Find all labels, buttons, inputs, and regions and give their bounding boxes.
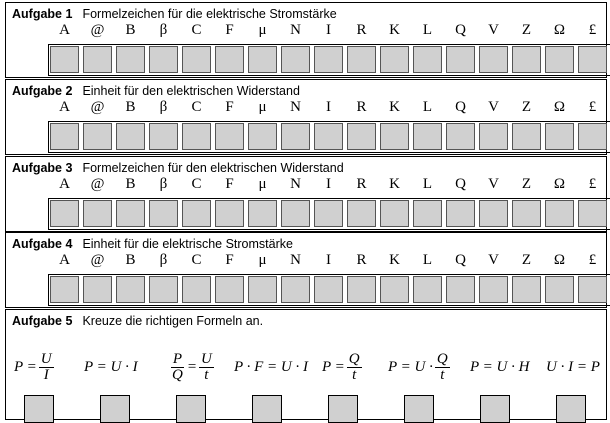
letter-option: μ xyxy=(258,22,267,38)
answer-box[interactable] xyxy=(512,276,541,303)
answer-box[interactable] xyxy=(215,46,244,73)
answer-box[interactable] xyxy=(149,46,178,73)
answer-box[interactable] xyxy=(83,200,112,227)
letter-option: A xyxy=(59,99,70,115)
letter-option: Z xyxy=(521,252,532,268)
answer-box[interactable] xyxy=(413,123,442,150)
letter-option: B xyxy=(125,252,136,268)
answer-box[interactable] xyxy=(512,46,541,73)
answer-box[interactable] xyxy=(380,123,409,150)
answer-box[interactable] xyxy=(149,200,178,227)
letter-option: β xyxy=(159,252,168,268)
fraction xyxy=(39,352,54,383)
answer-box[interactable] xyxy=(182,123,211,150)
letter-option: R xyxy=(356,176,367,192)
letter-option: @ xyxy=(90,22,105,38)
formula-checkbox[interactable] xyxy=(100,395,130,423)
letter-option: μ xyxy=(258,252,267,268)
answer-box[interactable] xyxy=(446,46,475,73)
answer-box[interactable] xyxy=(347,123,376,150)
letter-option: F xyxy=(225,22,234,38)
letter-option: β xyxy=(159,22,168,38)
answer-box[interactable] xyxy=(314,123,343,150)
answer-boxes xyxy=(48,121,610,153)
task-number: Aufgabe 2 xyxy=(12,84,73,98)
fraction xyxy=(199,352,214,383)
formula-option xyxy=(470,345,529,389)
letter-option: B xyxy=(125,99,136,115)
numerator: Q xyxy=(348,350,360,367)
letter-option: R xyxy=(356,252,367,268)
letter-option: R xyxy=(356,99,367,115)
formula-option xyxy=(168,345,216,389)
letter-option: I xyxy=(326,22,331,38)
answer-box[interactable] xyxy=(182,46,211,73)
letter-option: μ xyxy=(258,99,267,115)
answer-box[interactable] xyxy=(380,46,409,73)
formula-option xyxy=(388,345,452,389)
formula-text: P = U · xyxy=(388,358,433,375)
task-3-heading xyxy=(12,161,344,175)
letter-option: B xyxy=(125,176,136,192)
answer-box[interactable] xyxy=(83,276,112,303)
letter-option: L xyxy=(422,176,433,192)
letter-option: R xyxy=(356,22,367,38)
answer-box[interactable] xyxy=(182,276,211,303)
answer-box[interactable] xyxy=(83,46,112,73)
letter-option: V xyxy=(488,252,499,268)
answer-box[interactable] xyxy=(182,200,211,227)
answer-box[interactable] xyxy=(479,200,508,227)
denominator: I xyxy=(43,366,49,383)
letter-option: N xyxy=(290,176,301,192)
formula-option xyxy=(234,345,308,389)
letter-option: β xyxy=(159,176,168,192)
answer-box[interactable] xyxy=(281,46,310,73)
answer-boxes xyxy=(48,274,610,306)
denominator: t xyxy=(352,366,357,383)
task-description: Kreuze die richtigen Formeln an. xyxy=(82,314,264,328)
formula-checkbox[interactable] xyxy=(176,395,206,423)
answer-box[interactable] xyxy=(314,276,343,303)
letter-option: Q xyxy=(455,22,466,38)
denominator: t xyxy=(204,366,209,383)
fraction xyxy=(435,352,450,383)
answer-box[interactable] xyxy=(545,276,574,303)
denominator: t xyxy=(440,366,445,383)
letter-option: A xyxy=(59,252,70,268)
answer-box[interactable] xyxy=(215,276,244,303)
answer-box[interactable] xyxy=(314,46,343,73)
answer-box[interactable] xyxy=(50,200,79,227)
task-4-heading xyxy=(12,237,293,251)
answer-boxes xyxy=(48,198,610,230)
answer-box[interactable] xyxy=(116,123,145,150)
fraction xyxy=(347,352,362,383)
answer-box[interactable] xyxy=(479,123,508,150)
task-description: Formelzeichen für den elektrischen Widerstand xyxy=(82,161,344,175)
letter-option: £ xyxy=(588,99,597,115)
letter-option: Ω xyxy=(553,22,566,38)
answer-box[interactable] xyxy=(116,200,145,227)
letter-option: C xyxy=(191,99,202,115)
answer-box[interactable] xyxy=(545,46,574,73)
answer-box[interactable] xyxy=(446,276,475,303)
answer-box[interactable] xyxy=(248,46,277,73)
fraction xyxy=(170,352,185,383)
answer-box[interactable] xyxy=(578,200,607,227)
answer-box[interactable] xyxy=(314,200,343,227)
letter-option: Z xyxy=(521,99,532,115)
answer-box[interactable] xyxy=(446,123,475,150)
numerator: U xyxy=(40,350,52,367)
task-1-heading xyxy=(12,7,337,21)
letter-option: K xyxy=(389,252,400,268)
formula-text: P = xyxy=(14,358,37,375)
formula-checkbox[interactable] xyxy=(480,395,510,423)
task-5 xyxy=(5,309,607,420)
answer-box[interactable] xyxy=(83,123,112,150)
letter-option: @ xyxy=(90,99,105,115)
formula-checkbox[interactable] xyxy=(24,395,54,423)
answer-box[interactable] xyxy=(380,276,409,303)
letter-option: C xyxy=(191,252,202,268)
answer-box[interactable] xyxy=(578,276,607,303)
answer-box[interactable] xyxy=(545,200,574,227)
answer-box[interactable] xyxy=(347,46,376,73)
answer-box[interactable] xyxy=(347,276,376,303)
letter-option: Q xyxy=(455,176,466,192)
answer-box[interactable] xyxy=(578,123,607,150)
task-1 xyxy=(5,2,607,78)
answer-box[interactable] xyxy=(413,200,442,227)
answer-box[interactable] xyxy=(413,276,442,303)
numerator: P xyxy=(172,350,182,367)
letter-option: C xyxy=(191,22,202,38)
answer-box[interactable] xyxy=(413,46,442,73)
formula-text: P · F = U · I xyxy=(234,358,309,375)
task-2-heading xyxy=(12,84,300,98)
answer-box[interactable] xyxy=(215,123,244,150)
letter-option: μ xyxy=(258,176,267,192)
answer-box[interactable] xyxy=(248,200,277,227)
task-description: Einheit für den elektrischen Widerstand xyxy=(82,84,300,98)
letter-option: Ω xyxy=(553,176,566,192)
answer-box[interactable] xyxy=(281,276,310,303)
answer-box[interactable] xyxy=(149,276,178,303)
answer-box[interactable] xyxy=(512,200,541,227)
letter-option: N xyxy=(290,252,301,268)
letter-option: L xyxy=(422,252,433,268)
letter-option: @ xyxy=(90,176,105,192)
formula-checkbox[interactable] xyxy=(556,395,586,423)
letter-option: I xyxy=(326,99,331,115)
letter-option: L xyxy=(422,22,433,38)
letter-option: Z xyxy=(521,22,532,38)
formula-option xyxy=(322,345,364,389)
formula-text: P = U · I xyxy=(84,358,138,375)
letter-option: N xyxy=(290,22,301,38)
answer-boxes xyxy=(48,44,610,76)
answer-box[interactable] xyxy=(380,200,409,227)
answer-box[interactable] xyxy=(248,123,277,150)
letter-option: K xyxy=(389,176,400,192)
formula-text: P = U · H xyxy=(470,358,530,375)
letter-option: A xyxy=(59,22,70,38)
answer-box[interactable] xyxy=(479,276,508,303)
letter-option: F xyxy=(225,99,234,115)
answer-box[interactable] xyxy=(347,200,376,227)
answer-box[interactable] xyxy=(50,46,79,73)
letter-option: B xyxy=(125,22,136,38)
letter-option: C xyxy=(191,176,202,192)
formula-option xyxy=(84,345,138,389)
formula-text: U · I = P xyxy=(546,358,600,375)
letter-option: Q xyxy=(455,252,466,268)
task-4 xyxy=(5,232,607,308)
letter-option: N xyxy=(290,99,301,115)
answer-box[interactable] xyxy=(149,123,178,150)
answer-box[interactable] xyxy=(116,46,145,73)
letter-option: F xyxy=(225,252,234,268)
denominator: Q xyxy=(172,366,183,383)
numerator: Q xyxy=(436,350,448,367)
letter-option: V xyxy=(488,176,499,192)
task-number: Aufgabe 3 xyxy=(12,161,73,175)
letter-option: L xyxy=(422,99,433,115)
task-number: Aufgabe 5 xyxy=(12,314,73,328)
letter-option: I xyxy=(326,252,331,268)
task-2 xyxy=(5,79,607,155)
task-number: Aufgabe 4 xyxy=(12,237,73,251)
letter-option: £ xyxy=(588,176,597,192)
answer-box[interactable] xyxy=(215,200,244,227)
letter-option: F xyxy=(225,176,234,192)
answer-box[interactable] xyxy=(479,46,508,73)
answer-box[interactable] xyxy=(545,123,574,150)
answer-box[interactable] xyxy=(512,123,541,150)
task-description: Formelzeichen für die elektrische Stromstärke xyxy=(82,7,337,21)
task-3 xyxy=(5,156,607,232)
formula-option xyxy=(546,345,600,389)
task-number: Aufgabe 1 xyxy=(12,7,73,21)
formula-text: P = xyxy=(322,358,345,375)
answer-box[interactable] xyxy=(248,276,277,303)
letter-option: Q xyxy=(455,99,466,115)
letter-option: V xyxy=(488,22,499,38)
formula-option xyxy=(14,345,56,389)
letter-option: £ xyxy=(588,22,597,38)
letter-option: β xyxy=(159,99,168,115)
letter-option: Ω xyxy=(553,99,566,115)
formula-checkbox[interactable] xyxy=(404,395,434,423)
answer-box[interactable] xyxy=(446,200,475,227)
letter-option: £ xyxy=(588,252,597,268)
letter-option: V xyxy=(488,99,499,115)
answer-box[interactable] xyxy=(281,123,310,150)
letter-option: Z xyxy=(521,176,532,192)
letter-option: I xyxy=(326,176,331,192)
letter-option: K xyxy=(389,99,400,115)
formula-text: = xyxy=(186,358,197,375)
task-5-heading xyxy=(12,314,263,328)
formula-checkbox[interactable] xyxy=(328,395,358,423)
task-description: Einheit für die elektrische Stromstärke xyxy=(82,237,293,251)
numerator: U xyxy=(200,350,212,367)
answer-box[interactable] xyxy=(50,123,79,150)
letter-option: A xyxy=(59,176,70,192)
formula-checkbox[interactable] xyxy=(252,395,282,423)
letter-option: @ xyxy=(90,252,105,268)
answer-box[interactable] xyxy=(281,200,310,227)
answer-box[interactable] xyxy=(116,276,145,303)
worksheet xyxy=(5,2,609,420)
answer-box[interactable] xyxy=(578,46,607,73)
letter-option: K xyxy=(389,22,400,38)
letter-option: Ω xyxy=(553,252,566,268)
answer-box[interactable] xyxy=(50,276,79,303)
